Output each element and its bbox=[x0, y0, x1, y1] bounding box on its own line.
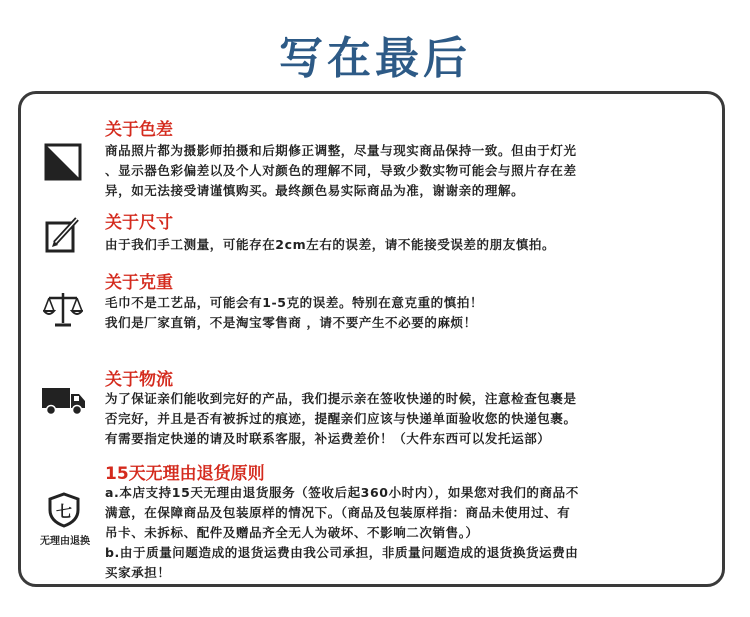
svg-text:七: 七 bbox=[55, 502, 73, 521]
seven-day-return-shield-icon bbox=[47, 492, 81, 528]
balance-scale-icon bbox=[43, 289, 83, 329]
color-contrast-icon bbox=[43, 142, 83, 182]
section-body: a.本店支持15天无理由退货服务（签收后起360小时内），如果您对我们的商品不 满意，在保障商品及包装原样的情况下。（商品及包装原样指：商品未使用过、有 吊卡、未拆标、配件及赠品齐全无人为破坏、不影响二次销售。） b.由于质量问题造成的退货运费由我公司承担，非质量问题造成的退货换货运费由 买家承担！ bbox=[105, 485, 579, 580]
ruler-pencil-icon bbox=[43, 215, 83, 255]
section-title: 关于尺寸 bbox=[105, 213, 173, 233]
section-body: 为了保证亲们能收到完好的产品，我们提示亲在签收快递的时候，注意检查包裹是 否完好，并且是否有被拆过的痕迹，提醒亲们应该与快递单面验收您的快递包裹。 有需要指定快递的请及时联系客服，补运费差价！（大件东西可以发托运部） bbox=[105, 391, 577, 446]
page-title: 写在最后 bbox=[279, 33, 471, 84]
section-title: 关于克重 bbox=[105, 273, 173, 293]
delivery-truck-icon bbox=[41, 380, 87, 420]
return-icon-caption: 无理由退换 bbox=[40, 536, 90, 547]
section-title: 关于色差 bbox=[105, 120, 173, 140]
notice-card bbox=[18, 91, 725, 587]
section-title: 关于物流 bbox=[105, 370, 173, 390]
section-body: 商品照片都为摄影师拍摄和后期修正调整，尽量与现实商品保持一致。但由于灯光 、显示器色彩偏差以及个人对颜色的理解不同，导致少数实物可能会与照片存在差 异，如无法接受请谨慎购买。最终颜色易实际商品为准，谢谢亲的理解。 bbox=[105, 143, 577, 198]
section-body: 由于我们手工测量，可能存在2cm左右的误差，请不能接受误差的朋友慎拍。 bbox=[105, 237, 556, 252]
section-body: 毛巾不是工艺品，可能会有1-5克的误差。特别在意克重的慎拍！ 我们是厂家直销，不是淘宝零售商 ，请不要产生不必要的麻烦！ bbox=[105, 295, 484, 330]
section-title: 15天无理由退货原则 bbox=[105, 464, 265, 484]
